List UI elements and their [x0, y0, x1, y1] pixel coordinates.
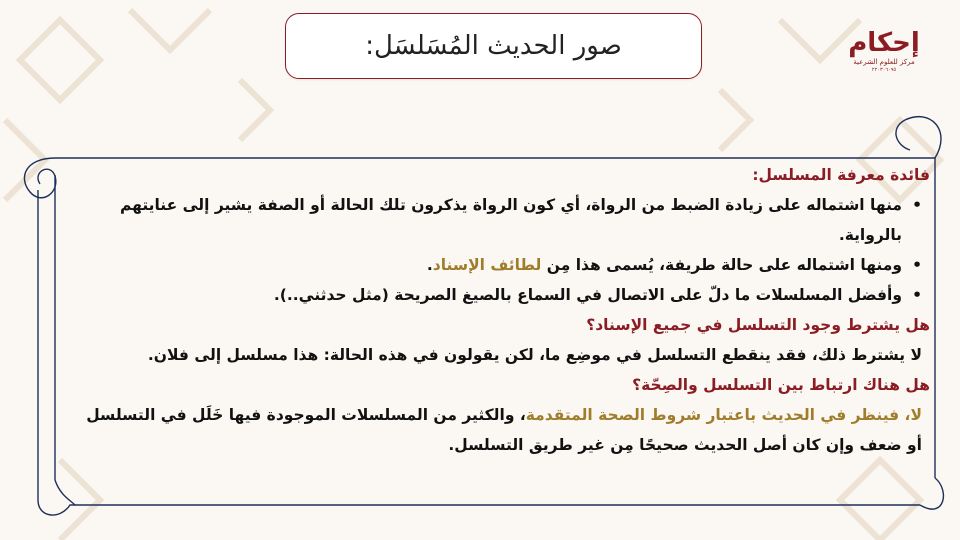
logo-subtitle: مركز للعلوم الشرعية	[853, 58, 915, 66]
section-heading-benefit: فائدة معرفة المسلسل:	[752, 166, 930, 184]
answer-condition: لا يشترط ذلك، فقد ينقطع التسلسل في موضِع ما، لكن يقولون في هذه الحالة: هذا مسلسل إلى فلان.	[147, 346, 922, 364]
benefit-list	[70, 190, 930, 310]
page-title: صور الحديث المُسَلسَل:	[365, 31, 622, 61]
list-item	[70, 250, 930, 280]
section-heading-condition: هل يشترط وجود التسلسل في جميع الإسناد؟	[586, 316, 930, 334]
list-item-end: .	[426, 256, 433, 274]
main-content	[70, 160, 930, 460]
list-item: • وأفضل المسلسلات ما دلّ على الاتصال في السماع بالصيغ الصريحة (مثل حدثني..).	[70, 280, 930, 310]
highlight-term: لطائف الإسناد	[432, 256, 542, 274]
list-item-text: ومنها اشتماله على حالة طريفة، يُسمى هذا مِن	[541, 256, 902, 274]
answer-relation	[70, 400, 930, 460]
list-item: • منها اشتماله على زيادة الضبط من الرواة، أي كون الرواة يذكرون تلك الحالة أو الصفة يشير إلى عنايتهم بالرواية.	[70, 190, 930, 250]
logo-tagline: ٢٢٠٣٠٦٠٩٥	[871, 67, 897, 73]
section-heading-relation: هل هناك ارتباط بين التسلسل والصِحّة؟	[632, 376, 930, 394]
answer-rest: ، والكثير من المسلسلات الموجودة فيها خَلَل في التسلسل أو ضعف وإن كان أصل الحديث صحيحًا مِن غير طريق التسلسل.	[86, 406, 922, 454]
answer-highlight: لا، فينظر في الحديث باعتبار شروط الصحة المتقدمة	[525, 406, 922, 424]
logo-name: إحكام	[848, 28, 920, 58]
